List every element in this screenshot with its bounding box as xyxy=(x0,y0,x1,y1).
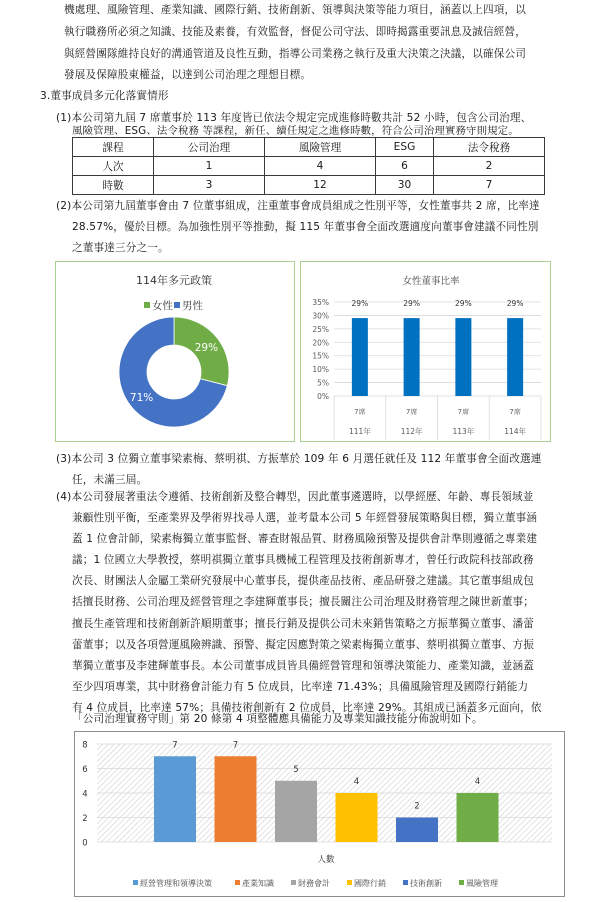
legend-swatch xyxy=(133,880,138,885)
text-line: (1)本公司第九屆 7 席董事於 113 年度皆已依法令規定完成進修時數共計 52 小時，包含公司治理、 xyxy=(56,112,532,124)
ratio-chart-svg xyxy=(301,262,549,440)
x-tick-label: 112年 xyxy=(400,427,423,436)
table-cell: 人次 xyxy=(73,157,154,176)
data-label: 4 xyxy=(353,777,360,787)
data-label: 29% xyxy=(403,299,420,308)
legend-swatch xyxy=(347,880,352,885)
text-line: 蕾董事；以及各項營運風險辨識、預警、擬定因應對策之梁素梅獨立董事、蔡明祺獨立董事、方振 xyxy=(72,639,534,651)
legend-swatch xyxy=(144,302,150,308)
text-line: 擅長生產管理和技術創新許順期董事；擅長行銷及提供公司未來銷售策略之方振華獨立董事、潘蕾 xyxy=(72,618,534,630)
text-line: 28.57%，優於目標。為加強性別平等推動，擬 115 年董事會全面改選適度向董事會建議不同性別 xyxy=(72,221,539,233)
x-tick-label: 114年 xyxy=(504,427,527,436)
text-line: 任，未滿三屆。 xyxy=(72,474,148,486)
table-cell: 課程 xyxy=(73,138,154,157)
table-cell: 2 xyxy=(433,157,544,176)
data-label: 29% xyxy=(506,299,524,308)
data-label: 7 xyxy=(232,740,239,751)
bar-經營管理和領導決策 xyxy=(154,756,196,842)
text-line: 與經營團隊維持良好的溝通管道及良性互動，指導公司業務之執行及重大決策之決議，以確保公司 xyxy=(64,48,526,60)
table-row xyxy=(73,157,545,176)
x-tick-label: 111年 xyxy=(348,427,371,436)
data-label: 71% xyxy=(129,392,154,405)
legend-label: 財務會計 xyxy=(298,879,330,888)
table-cell: 1 xyxy=(154,157,265,176)
bar-技術創新 xyxy=(396,818,438,843)
text-line: 執行職務所必須之知識、技能及素養，有效監督，督促公司守法、即時揭露重要訊息及誠信經營， xyxy=(64,26,526,38)
table-cell: 12 xyxy=(265,176,376,195)
legend-label: 女性 xyxy=(152,300,173,312)
bar-111年 xyxy=(352,318,368,396)
data-label: 5 xyxy=(293,764,299,775)
y-tick-label: 10% xyxy=(312,365,329,375)
text-line: 至少四項專業，其中財務會計能力有 5 位成員，比率達 71.43%；具備風險管理及國際行銷能力 xyxy=(72,681,529,693)
text-line: 「公司治理實務守則」第 20 條第 4 項整體應具備能力及專業知識技能分佈說明如下。 xyxy=(72,713,483,725)
text-line: 括擅長財務、公司治理及經營管理之李建輝董事長；擅長關注公司治理及財務管理之陳世新董事； xyxy=(72,596,534,608)
table-cell: 4 xyxy=(265,157,376,176)
data-label: 29% xyxy=(194,341,219,354)
table-cell: 公司治理 xyxy=(154,138,265,157)
legend-label: 男性 xyxy=(182,300,203,312)
text-line: 華獨立董事及李建輝董事長。本公司董事成員皆具備經營管理和領導決策能力、產業知識，並涵蓋 xyxy=(72,660,534,672)
legend-swatch xyxy=(291,880,296,885)
x-axis-label: 人數 xyxy=(317,855,335,865)
text-line: 之董事達三分之一。 xyxy=(72,242,169,254)
table-header-row xyxy=(73,138,545,157)
gender-doughnut-chart xyxy=(55,261,295,442)
table-row xyxy=(73,176,545,195)
chart-title: 女性董事比率 xyxy=(402,276,460,287)
y-tick-label: 4 xyxy=(82,789,88,800)
x-sub-label: 7席 xyxy=(354,408,366,416)
chart-title: 114年多元政策 xyxy=(136,274,212,287)
bar-財務會計 xyxy=(275,781,317,842)
bar-112年 xyxy=(404,318,420,396)
y-tick-label: 15% xyxy=(312,351,329,361)
text-line: (2)本公司第九屆董事會由 7 位董事組成，注重董事會成員組成之性別平等，女性董事共 2 席，比率達 xyxy=(56,200,540,212)
text-line: 次長、財團法人金屬工業研究發展中心董事長，提供產品技術、產品研發之建議。其它董事組成包 xyxy=(72,575,534,587)
text-line: 風險管理、ESG、法令稅務 等課程，新任、續任規定之進修時數，符合公司治理實務守則規定。 xyxy=(72,125,519,137)
table-cell: 法令稅務 xyxy=(433,138,544,157)
y-tick-label: 20% xyxy=(312,338,329,348)
y-tick-label: 0 xyxy=(82,838,88,849)
text-line: 發展及保障股東權益，以達到公司治理之理想目標。 xyxy=(64,69,312,81)
legend-swatch xyxy=(174,302,180,308)
legend-swatch xyxy=(459,880,464,885)
bar-風險管理 xyxy=(457,793,499,842)
text-line: 議；1 位國立大學教授，蔡明祺獨立董事具機械工程管理及技術創新專才，曾任行政院科技部政務 xyxy=(72,554,534,566)
y-tick-label: 5% xyxy=(317,378,329,388)
skills-chart-svg xyxy=(75,732,564,896)
doughnut-chart-svg xyxy=(56,262,293,440)
y-tick-label: 8 xyxy=(82,740,88,751)
x-sub-label: 7席 xyxy=(405,408,418,416)
table-cell: 6 xyxy=(376,157,434,176)
y-tick-label: 25% xyxy=(312,324,329,334)
text-line: (4)本公司發展著重法令遵循、技術創新及整合轉型，因此董事遴選時，以學經歷、年齡、專長領域並 xyxy=(56,491,534,503)
legend-label: 產業知識 xyxy=(242,879,274,888)
data-label: 29% xyxy=(351,299,369,308)
text-line: (3)本公司 3 位獨立董事梁素梅、蔡明祺、方振華於 109 年 6 月選任就任及 112 年董事會全面改選連 xyxy=(56,453,542,465)
table-cell: 7 xyxy=(433,176,544,195)
table-cell: ESG xyxy=(376,138,434,157)
legend-label: 技術創新 xyxy=(410,879,442,888)
y-tick-label: 2 xyxy=(82,814,88,824)
x-sub-label: 7席 xyxy=(509,408,521,416)
x-sub-label: 7席 xyxy=(457,408,470,416)
female-director-ratio-chart xyxy=(300,261,551,442)
data-label: 7 xyxy=(172,740,178,751)
legend-label: 經營管理和領導決策 xyxy=(140,879,212,888)
y-tick-label: 6 xyxy=(82,765,88,775)
section-heading: 3.董事成員多元化落實情形 xyxy=(40,90,169,102)
bar-113年 xyxy=(455,318,471,396)
data-label: 4 xyxy=(474,777,481,787)
table-cell: 3 xyxy=(154,176,265,195)
text-line: 兼顧性別平衡，至產業界及學術界找尋人選，並考量本公司 5 年經營發展策略與目標，獨立董事涵 xyxy=(72,512,538,524)
table-cell: 時數 xyxy=(73,176,154,195)
legend-swatch xyxy=(403,880,408,885)
text-line: 機處理、風險管理、產業知識、國際行銷、技術創新、領導與決策等能力項目，涵蓋以上四項，以 xyxy=(64,4,526,16)
text-line: 蓋 1 位會計師，梁素梅獨立董事監督、審查財報品質、財務風險預警及提供會計準則遵循之專業建 xyxy=(72,533,538,545)
y-tick-label: 35% xyxy=(312,298,329,307)
x-tick-label: 113年 xyxy=(452,427,475,436)
text-line: 有 4 位成員，比率達 57%；具備技術創新有 2 位成員，比率達 29%。其組成已涵蓋多元面向，依 xyxy=(72,702,542,714)
data-label: 2 xyxy=(414,801,420,812)
legend-label: 風險管理 xyxy=(466,879,498,888)
data-label: 29% xyxy=(455,299,472,308)
bar-產業知識 xyxy=(215,756,257,842)
legend-swatch xyxy=(235,880,240,885)
table-cell: 風險管理 xyxy=(265,138,376,157)
bar-114年 xyxy=(507,318,523,396)
table-cell: 30 xyxy=(376,176,434,195)
course-table xyxy=(72,137,545,195)
y-tick-label: 0% xyxy=(317,392,329,401)
y-tick-label: 30% xyxy=(312,311,329,321)
bar-國際行銷 xyxy=(336,793,378,842)
legend-label: 國際行銷 xyxy=(354,879,386,888)
skills-distribution-chart xyxy=(74,731,565,897)
